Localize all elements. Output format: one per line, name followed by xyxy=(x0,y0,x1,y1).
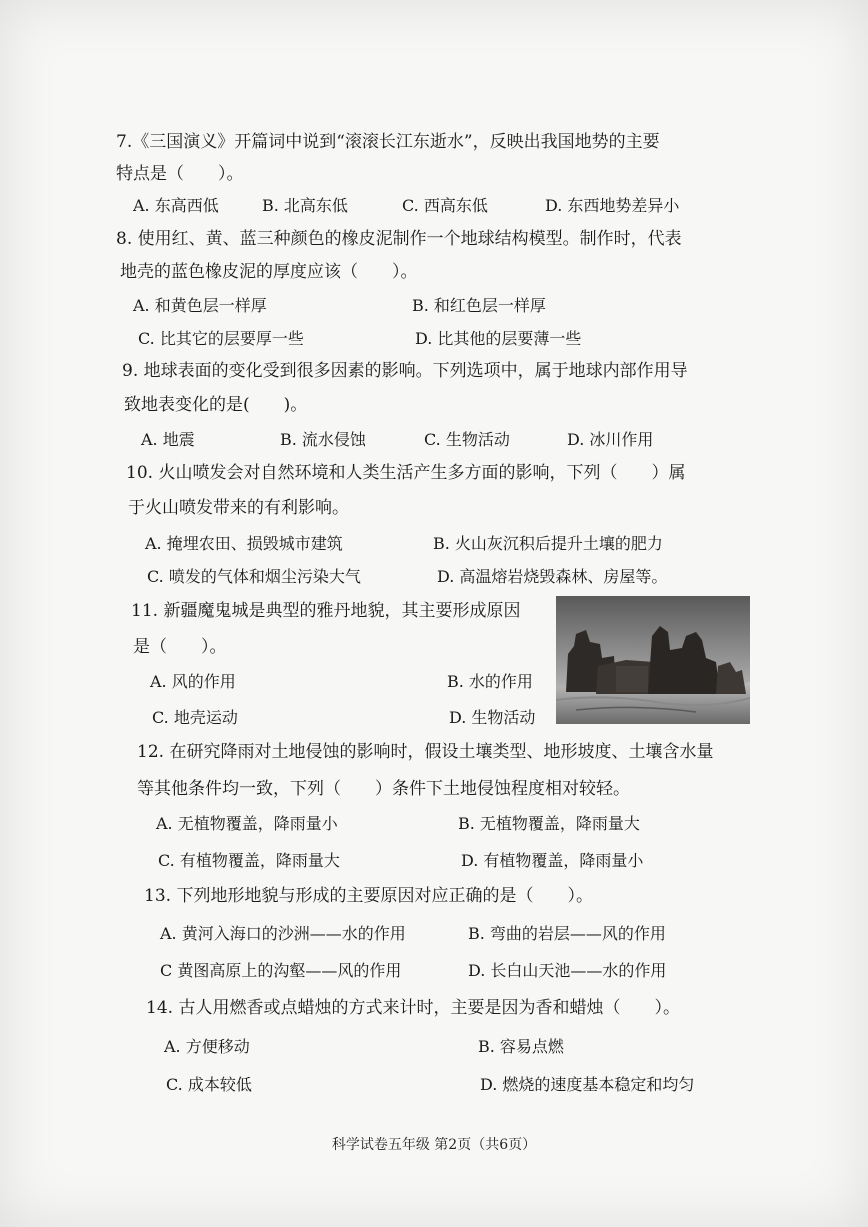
question-11-option-a: A. 风的作用 xyxy=(150,672,236,691)
question-10-option-d: D. 高温熔岩烧毁森林、房屋等。 xyxy=(437,567,668,586)
question-10-option-c: C. 喷发的气体和烟尘污染大气 xyxy=(147,567,361,586)
question-14-option-b: B. 容易点燃 xyxy=(478,1037,564,1056)
page-footer: 科学试卷五年级 第2页（共6页） xyxy=(331,1137,537,1153)
question-7-option-d: D. 东西地势差异小 xyxy=(545,196,680,215)
question-10-option-a: A. 掩埋农田、损毁城市建筑 xyxy=(145,534,343,553)
question-7-stem-line-2: 特点是（ ）。 xyxy=(116,164,244,184)
question-7-option-b: B. 北高东低 xyxy=(262,196,348,215)
question-14-option-d: D. 燃烧的速度基本稳定和均匀 xyxy=(480,1075,695,1094)
question-14-option-c: C. 成本较低 xyxy=(166,1075,252,1094)
question-13-option-a: A. 黄河入海口的沙洲——水的作用 xyxy=(160,924,406,943)
question-7-option-c: C. 西高东低 xyxy=(402,196,488,215)
question-8-stem-line-2: 地壳的蓝色橡皮泥的厚度应该（ ）。 xyxy=(120,262,418,282)
question-13-option-b: B. 弯曲的岩层——风的作用 xyxy=(468,924,666,943)
question-14-stem-line-1: 14. 古人用燃香或点蜡烛的方式来计时，主要是因为香和蜡烛（ ）。 xyxy=(146,998,680,1018)
question-11-stem-line-1: 11. 新疆魔鬼城是典型的雅丹地貌，其主要形成原因 xyxy=(131,601,521,621)
question-9-stem-line-1: 9. 地球表面的变化受到很多因素的影响。下列选项中，属于地球内部作用导 xyxy=(122,361,688,381)
question-8-option-d: D. 比其他的层要薄一些 xyxy=(415,329,582,348)
question-9-option-c: C. 生物活动 xyxy=(424,430,510,449)
question-13-option-d: D. 长白山天池——水的作用 xyxy=(468,961,667,980)
question-8-option-c: C. 比其它的层要厚一些 xyxy=(138,329,304,348)
question-11-option-d: D. 生物活动 xyxy=(449,708,536,727)
question-9-option-b: B. 流水侵蚀 xyxy=(280,430,366,449)
yardang-landform-photo xyxy=(556,596,750,724)
question-11-option-c: C. 地壳运动 xyxy=(152,708,238,727)
question-12-option-b: B. 无植物覆盖，降雨量大 xyxy=(458,814,640,833)
question-12-stem-line-2: 等其他条件均一致，下列（ ）条件下土地侵蚀程度相对较轻。 xyxy=(137,779,630,799)
question-7-option-a: A. 东高西低 xyxy=(133,196,219,215)
question-12-option-a: A. 无植物覆盖，降雨量小 xyxy=(156,814,338,833)
question-12-stem-line-1: 12. 在研究降雨对土地侵蚀的影响时，假设土壤类型、地形坡度、土壤含水量 xyxy=(137,742,714,762)
question-12-option-c: C. 有植物覆盖，降雨量大 xyxy=(158,851,340,870)
question-9-option-a: A. 地震 xyxy=(141,430,195,449)
question-10-stem-line-1: 10. 火山喷发会对自然环境和人类生活产生多方面的影响，下列（ ）属 xyxy=(126,463,686,483)
question-8-option-a: A. 和黄色层一样厚 xyxy=(133,296,267,315)
question-8-stem-line-1: 8. 使用红、黄、蓝三种颜色的橡皮泥制作一个地球结构模型。制作时，代表 xyxy=(116,229,682,249)
question-12-option-d: D. 有植物覆盖，降雨量小 xyxy=(461,851,644,870)
question-14-option-a: A. 方便移动 xyxy=(164,1037,250,1056)
question-11-stem-line-2: 是（ ）。 xyxy=(133,637,227,657)
question-9-option-d: D. 冰川作用 xyxy=(567,430,654,449)
question-13-stem-line-1: 13. 下列地形地貌与形成的主要原因对应正确的是（ ）。 xyxy=(144,886,593,906)
question-7-stem-line-1: 7.《三国演义》开篇词中说到“滚滚长江东逝水”，反映出我国地势的主要 xyxy=(116,132,660,152)
question-8-option-b: B. 和红色层一样厚 xyxy=(412,296,546,315)
question-11-option-b: B. 水的作用 xyxy=(447,672,533,691)
question-10-stem-line-2: 于火山喷发带来的有利影响。 xyxy=(128,498,349,518)
question-9-stem-line-2: 致地表变化的是( )。 xyxy=(124,395,308,415)
question-10-option-b: B. 火山灰沉积后提升土壤的肥力 xyxy=(433,534,663,553)
question-13-option-c: C 黄图高原上的沟壑——风的作用 xyxy=(160,961,402,980)
